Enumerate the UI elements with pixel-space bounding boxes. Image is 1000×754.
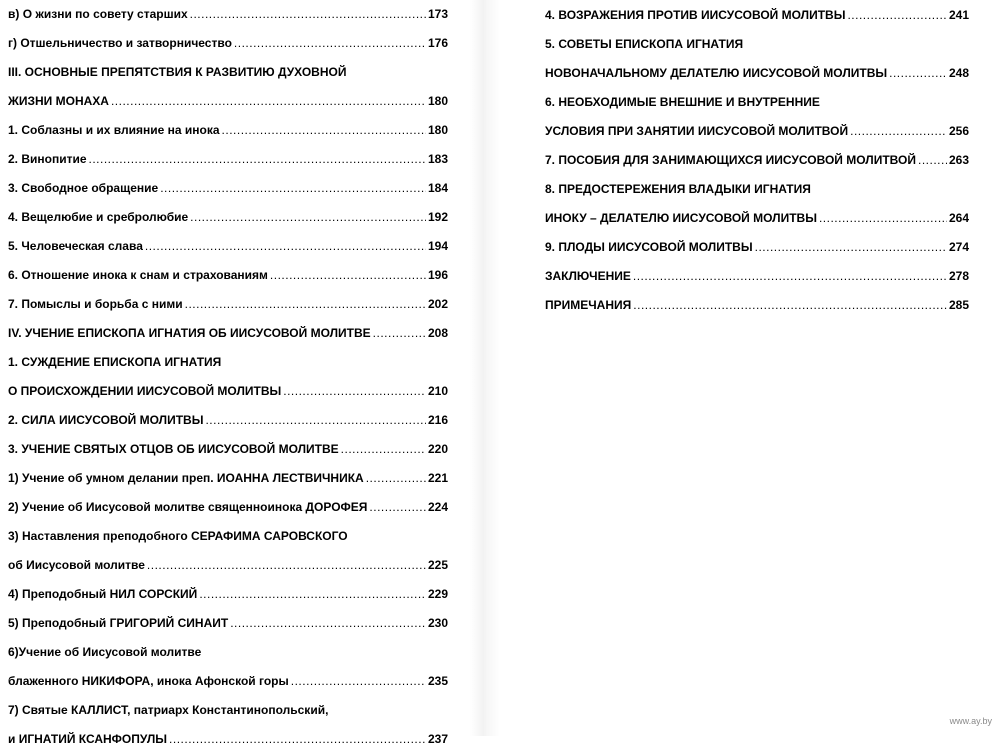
toc-entry [8,0,448,29]
toc-entry [545,291,969,320]
toc-entry-page: 224 [427,500,448,514]
toc-entry-title: III. ОСНОВНЫЕ ПРЕПЯТСТВИЯ К РАЗВИТИЮ ДУХОВНОЙ [8,65,347,79]
dot-leader [169,725,426,754]
dot-leader [633,291,947,320]
toc-entry-page: 220 [427,442,448,456]
toc-entry-page: 248 [948,66,969,80]
dot-leader [190,0,426,29]
toc-entry-page: 194 [427,239,448,253]
dot-leader [850,117,947,146]
toc-entry-page: 180 [427,123,448,137]
dot-leader [230,609,426,638]
toc-entry-page: 208 [427,326,448,340]
toc-entry [8,232,448,261]
toc-entry-title: 7. ПОСОБИЯ ДЛЯ ЗАНИМАЮЩИХСЯ ИИСУСОВОЙ МОЛИТВОЙ [545,153,916,167]
dot-leader [918,146,947,175]
right-page [500,0,1000,736]
toc-entry [8,174,448,203]
toc-entry-title: ИНОКУ – ДЕЛАТЕЛЮ ИИСУСОВОЙ МОЛИТВЫ [545,211,817,225]
dot-leader [291,667,426,696]
toc-entry-title: 1. СУЖДЕНИЕ ЕПИСКОПА ИГНАТИЯ [8,355,222,369]
toc-entry [8,145,448,174]
toc-entry-title: 3. Свободное обращение [8,181,159,195]
toc-entry-page: 264 [948,211,969,225]
toc-entry [8,377,448,406]
toc-entry-title: 2. СИЛА ИИСУСОВОЙ МОЛИТВЫ [8,413,204,427]
toc-entry-title: 7. Помыслы и борьба с ними [8,297,183,311]
toc-entry-page: 229 [427,587,448,601]
toc-entry [8,261,448,290]
toc-entry-title: 8. ПРЕДОСТЕРЕЖЕНИЯ ВЛАДЫКИ ИГНАТИЯ [545,182,811,196]
dot-leader [373,319,426,348]
toc-entry [545,30,969,59]
toc-entry-page: 173 [427,7,448,21]
toc-entry [8,609,448,638]
toc-entry [8,406,448,435]
toc-entry-title: 4) Преподобный НИЛ СОРСКИЙ [8,587,198,601]
dot-leader [283,377,426,406]
toc-entry [8,319,448,348]
toc-entry-title: 1) Учение об умном делании преп. ИОАННА ЛЕСТВИЧНИКА [8,471,364,485]
toc-entry-title: 5) Преподобный ГРИГОРИЙ СИНАИТ [8,616,229,630]
toc-entry-title: 2) Учение об Иисусовой молитве священноинока ДОРОФЕЯ [8,500,368,514]
toc-entry-title: 6. Отношение инока к снам и страхованиям [8,268,268,282]
toc-entry [8,522,448,551]
toc-entry-title: 7) Святые КАЛЛИСТ, патриарх Константинопольский, [8,703,329,717]
toc-entry-title: и ИГНАТИЙ КСАНФОПУЛЫ [8,732,168,746]
toc-entry [545,117,969,146]
dot-leader [205,406,426,435]
toc-entry [8,348,448,377]
toc-entry-page: 278 [948,269,969,283]
toc-entry [8,464,448,493]
toc-entry-title: г) Отшельничество и затворничество [8,36,232,50]
toc-entry-page: 183 [427,152,448,166]
toc-entry-title: НОВОНАЧАЛЬНОМУ ДЕЛАТЕЛЮ ИИСУСОВОЙ МОЛИТВЫ [545,66,888,80]
dot-leader [111,87,426,116]
toc-entry-title: 6. НЕОБХОДИМЫЕ ВНЕШНИЕ И ВНУТРЕННИЕ [545,95,820,109]
toc-entry [545,1,969,30]
toc-entry [8,493,448,522]
dot-leader [145,232,426,261]
toc-entry-page: 225 [427,558,448,572]
dot-leader [755,233,947,262]
toc-entry [545,262,969,291]
toc-entry-page: 263 [948,153,969,167]
toc-entry [8,87,448,116]
toc-entry-title: IV. УЧЕНИЕ ЕПИСКОПА ИГНАТИЯ ОБ ИИСУСОВОЙ МОЛИТВЕ [8,326,371,340]
dot-leader [270,261,426,290]
toc-entry-title: ПРИМЕЧАНИЯ [545,298,632,312]
toc-entry [8,551,448,580]
dot-leader [199,580,426,609]
toc-entry-page: 196 [427,268,448,282]
toc-entry-page: 230 [427,616,448,630]
dot-leader [819,204,947,233]
watermark: www.ay.by [949,716,992,726]
toc-entry-title: 3. УЧЕНИЕ СВЯТЫХ ОТЦОВ ОБ ИИСУСОВОЙ МОЛИТВЕ [8,442,339,456]
toc-entry-page: 176 [427,36,448,50]
toc-entry [8,580,448,609]
dot-leader [190,203,426,232]
dot-leader [147,551,426,580]
toc-entry-title: 4. ВОЗРАЖЕНИЯ ПРОТИВ ИИСУСОВОЙ МОЛИТВЫ [545,8,846,22]
toc-entry-page: 241 [948,8,969,22]
toc-entry [8,58,448,87]
toc-left-column [8,0,448,754]
toc-entry-title: об Иисусовой молитве [8,558,145,572]
toc-entry [8,696,448,725]
toc-entry-page: 285 [948,298,969,312]
toc-entry [545,175,969,204]
toc-entry-title: О ПРОИСХОЖДЕНИИ ИИСУСОВОЙ МОЛИТВЫ [8,384,282,398]
toc-entry-page: 235 [427,674,448,688]
toc-entry-title: 3) Наставления преподобного СЕРАФИМА САРОВСКОГО [8,529,348,543]
toc-entry-title: 4. Вещелюбие и сребролюбие [8,210,189,224]
toc-entry-title: 9. ПЛОДЫ ИИСУСОВОЙ МОЛИТВЫ [545,240,753,254]
toc-entry [545,146,969,175]
toc-entry-title: 6)Учение об Иисусовой молитве [8,645,202,659]
toc-entry-page: 216 [427,413,448,427]
toc-entry-page: 184 [427,181,448,195]
toc-entry [545,88,969,117]
dot-leader [341,435,426,464]
toc-entry [8,667,448,696]
toc-entry [545,233,969,262]
toc-entry [545,59,969,88]
toc-entry-page: 221 [427,471,448,485]
toc-entry [8,638,448,667]
dot-leader [366,464,426,493]
toc-entry [545,204,969,233]
toc-entry-page: 180 [427,94,448,108]
toc-entry [8,290,448,319]
toc-entry-page: 210 [427,384,448,398]
toc-entry-title: УСЛОВИЯ ПРИ ЗАНЯТИИ ИИСУСОВОЙ МОЛИТВОЙ [545,124,849,138]
toc-entry-page: 256 [948,124,969,138]
toc-entry-page: 192 [427,210,448,224]
toc-entry-page: 237 [427,732,448,746]
dot-leader [160,174,426,203]
toc-entry-title: ЖИЗНИ МОНАХА [8,94,109,108]
toc-entry [8,725,448,754]
toc-entry-page: 202 [427,297,448,311]
toc-entry-title: 1. Соблазны и их влияние на инока [8,123,220,137]
toc-entry-page: 274 [948,240,969,254]
toc-entry-title: 5. СОВЕТЫ ЕПИСКОПА ИГНАТИЯ [545,37,744,51]
toc-entry-title: ЗАКЛЮЧЕНИЕ [545,269,631,283]
toc-entry [8,116,448,145]
dot-leader [369,493,426,522]
book-gutter [470,0,500,736]
toc-entry-title: 5. Человеческая слава [8,239,143,253]
dot-leader [234,29,426,58]
dot-leader [185,290,426,319]
toc-entry [8,29,448,58]
dot-leader [633,262,947,291]
dot-leader [889,59,947,88]
toc-right-column [545,1,969,320]
dot-leader [89,145,426,174]
toc-entry-title: в) О жизни по совету старших [8,7,188,21]
dot-leader [222,116,426,145]
dot-leader [847,1,947,30]
left-page [0,0,470,746]
toc-entry [8,203,448,232]
toc-entry-title: 2. Винопитие [8,152,87,166]
toc-entry-title: блаженного НИКИФОРА, инока Афонской горы [8,674,289,688]
toc-entry [8,435,448,464]
